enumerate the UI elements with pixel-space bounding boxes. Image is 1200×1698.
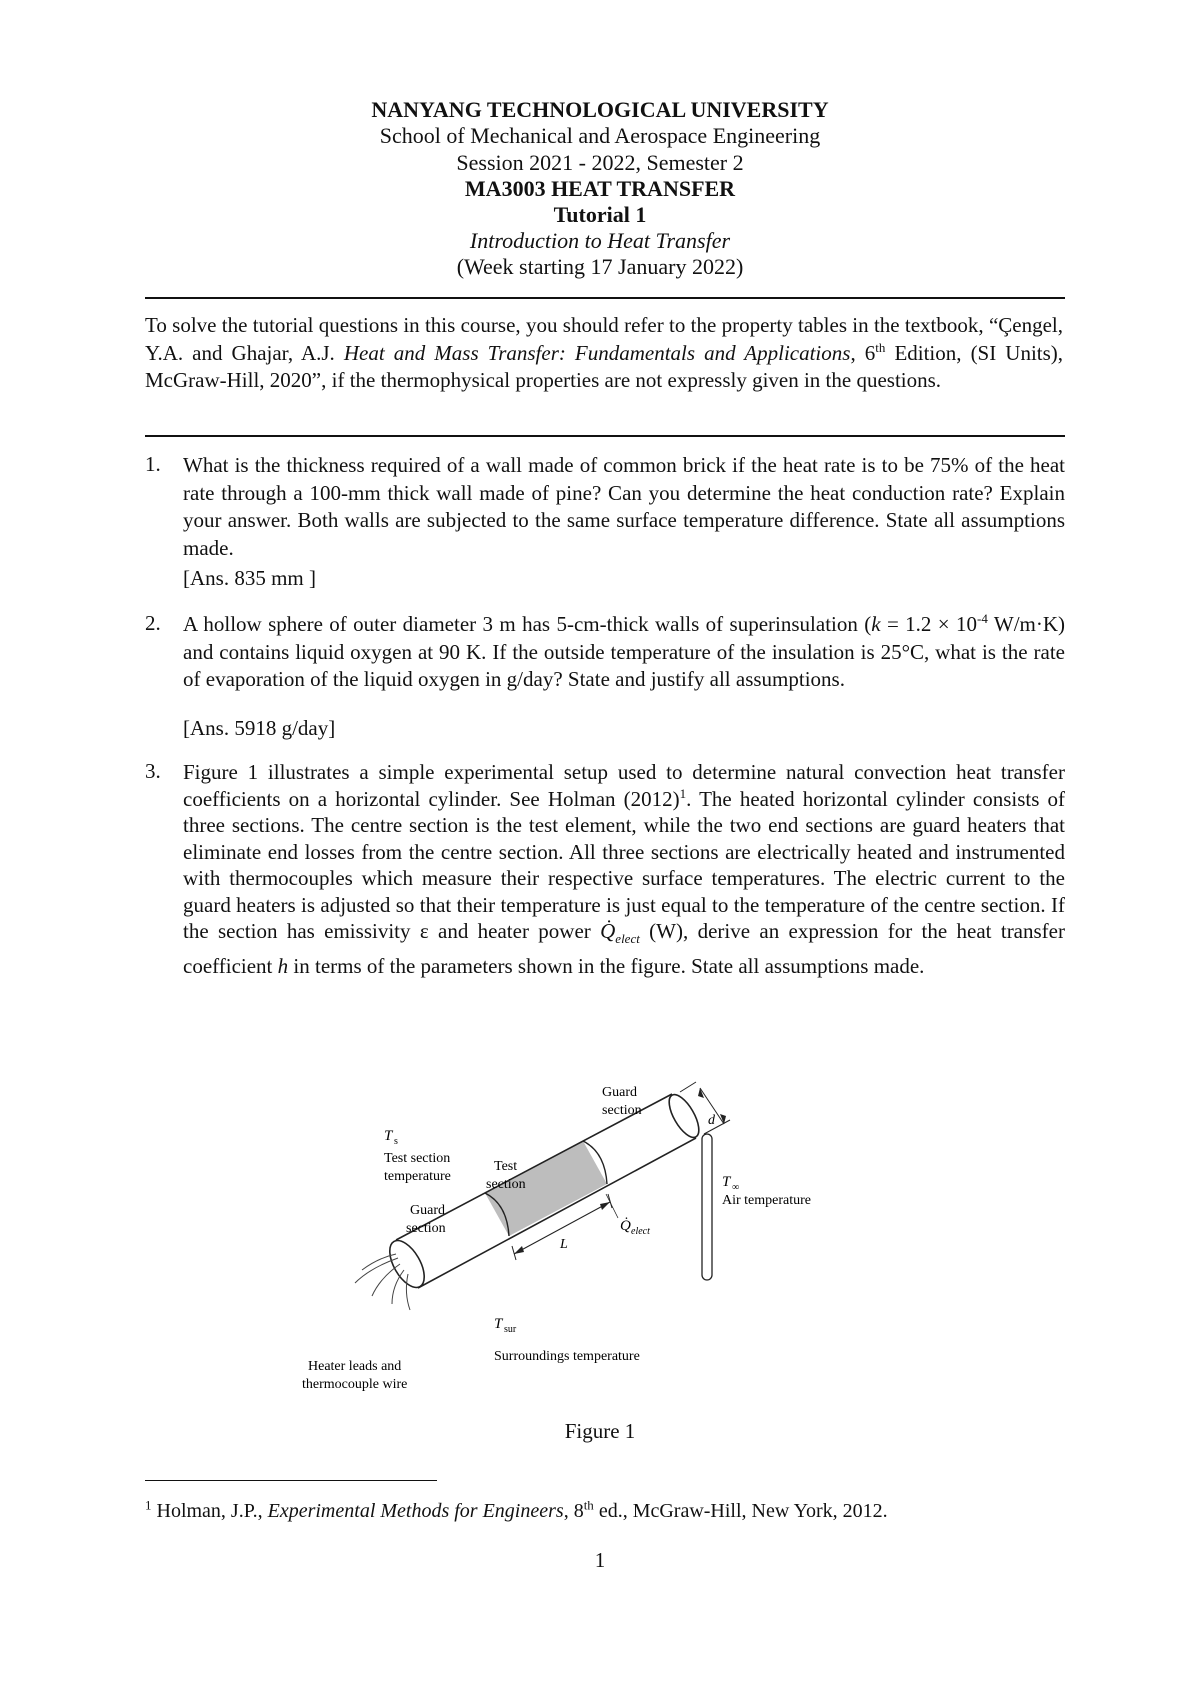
- question-text: [183, 759, 1065, 979]
- question-text-a: A hollow sphere of outer diameter 3 m has 5-cm-thick walls of superinsulation (: [183, 612, 872, 636]
- test-temp-label-1: Test section: [384, 1151, 451, 1166]
- question-text: What is the thickness required of a wall made of common brick if the heat rate is to be 75% of the heat rate through a 100-mm thick wall made of pine? Can you determine the heat conduction rate? Explain your answer. Both walls are subjected to the same surface temperature difference. State all assumptions made.: [183, 453, 1065, 560]
- topic-title: Introduction to Heat Transfer: [469, 228, 731, 253]
- edition-superscript: th: [875, 339, 886, 355]
- air-temp-label: Air temperature: [722, 1193, 812, 1208]
- q-elect-symbol: Q̇: [620, 1218, 631, 1234]
- question-text-c: (W), derive an expression for the heat transfer coefficient: [183, 919, 1065, 978]
- footnote-book-title: Experimental Methods for Engineers: [267, 1500, 564, 1522]
- h-symbol: h: [277, 953, 289, 978]
- q-symbol: Q̇: [600, 919, 616, 943]
- question-text-a: Figure 1 illustrates a simple experimental setup used to determine natural convection heat transfer coefficients on a horizontal cylinder. See Holman (2012): [183, 760, 1065, 811]
- footnote-reference: 1: [679, 785, 687, 801]
- question-text-b: = 1.2 × 10: [880, 612, 978, 636]
- footnote-mark: 1: [145, 1497, 152, 1513]
- l-arrow-right: [600, 1202, 610, 1210]
- surroundings-temp-label: Surroundings temperature: [494, 1349, 640, 1364]
- exponent: -4: [977, 611, 988, 626]
- test-section-label-1: Test: [494, 1159, 518, 1174]
- d-label: d: [708, 1113, 715, 1128]
- tsur-symbol: T: [494, 1316, 503, 1332]
- q-subscript: elect: [615, 931, 640, 947]
- ts-subscript: s: [394, 1136, 398, 1147]
- question-text-d: in terms of the parameters shown in the figure. State all assumptions made.: [288, 953, 925, 978]
- intro-text-2: , 6: [850, 340, 876, 365]
- footnote-rest: ed., McGraw-Hill, New York, 2012.: [593, 1500, 888, 1522]
- question-text-b: . The heated horizontal cylinder consists of three sections. The centre section is the test element, while the two end sections are guard heaters that eliminate end losses from the centre section. All three sections are electrically heated and instrumented with thermocouples which measure their respective surface temperatures. The electric current to the guard heaters is adjusted so that their temperature is just equal to the temperature of the centre section. If the section has emissivity ε and heater power: [183, 786, 1065, 943]
- footnote: [145, 1497, 888, 1523]
- intro-text-3: Edition, (SI Units), McGraw-Hill, 2020”, if the thermophysical properties are not expressly given in the questions.: [145, 340, 1064, 392]
- bottom-divider: [145, 435, 1065, 437]
- page-number: 1: [594, 1548, 606, 1572]
- footnote-divider: [145, 1480, 437, 1481]
- question-number: 3.: [145, 759, 161, 783]
- l-label: L: [560, 1237, 568, 1252]
- top-divider: [145, 297, 1065, 299]
- thermometer: [702, 1134, 712, 1280]
- q-elect-subscript: elect: [631, 1226, 650, 1237]
- guard-left-label-2: section: [406, 1221, 446, 1236]
- footnote-author: Holman, J.P.,: [151, 1500, 268, 1522]
- d-extension-top: [680, 1082, 696, 1092]
- footnote-edition: , 8: [563, 1500, 584, 1522]
- q-elect-leader: [606, 1194, 618, 1218]
- textbook-title: Heat and Mass Transfer: Fundamentals and Applications: [343, 340, 851, 365]
- university-title: NANYANG TECHNOLOGICAL UNIVERSITY: [371, 97, 829, 122]
- question-text-c: W/m·K) and contains liquid oxygen at 90 K. If the outside temperature of the insulation is 25°C, what is the rate of evaporation of the liquid oxygen in g/day? State and justify all assumptions.: [183, 612, 1066, 691]
- guard-right-label-1: Guard: [602, 1085, 637, 1100]
- question-answer: [Ans. 835 mm ]: [183, 566, 316, 590]
- figure-1-drawing: [300, 1085, 910, 1416]
- l-arrow-left: [514, 1246, 524, 1254]
- k-symbol: k: [871, 612, 881, 636]
- l-tick-right: [608, 1194, 612, 1208]
- tinf-subscript: ∞: [732, 1182, 740, 1193]
- question-number: 2.: [145, 611, 161, 635]
- question-answer: [Ans. 5918 g/day]: [183, 716, 336, 740]
- question-number: 1.: [145, 452, 161, 476]
- footnote-edition-sup: th: [583, 1497, 594, 1513]
- ts-symbol: T: [384, 1128, 393, 1144]
- leads-label-2: thermocouple wire: [302, 1377, 408, 1392]
- leads-label-1: Heater leads and: [308, 1359, 402, 1374]
- school-name: School of Mechanical and Aerospace Engineering: [379, 123, 821, 148]
- tinf-symbol: T: [722, 1174, 731, 1190]
- guard-right-label-2: section: [602, 1103, 642, 1118]
- question-text: [183, 611, 1065, 694]
- guard-left-label-1: Guard: [410, 1203, 445, 1218]
- course-title: MA3003 HEAT TRANSFER: [464, 176, 736, 201]
- tutorial-title: Tutorial 1: [553, 202, 647, 227]
- figure-caption: Figure 1: [564, 1419, 636, 1443]
- week-line: (Week starting 17 January 2022): [456, 254, 744, 279]
- intro-text-1: To solve the tutorial questions in this course, you should refer to the property tables in the textbook, “Çengel, Y.A. and Ghajar, A.J.: [145, 313, 1063, 365]
- intro-paragraph: [145, 312, 1063, 395]
- test-temp-label-2: temperature: [384, 1169, 451, 1184]
- session-line: Session 2021 - 2022, Semester 2: [456, 150, 744, 175]
- tsur-subscript: sur: [504, 1324, 517, 1335]
- test-section-label-2: section: [486, 1177, 526, 1192]
